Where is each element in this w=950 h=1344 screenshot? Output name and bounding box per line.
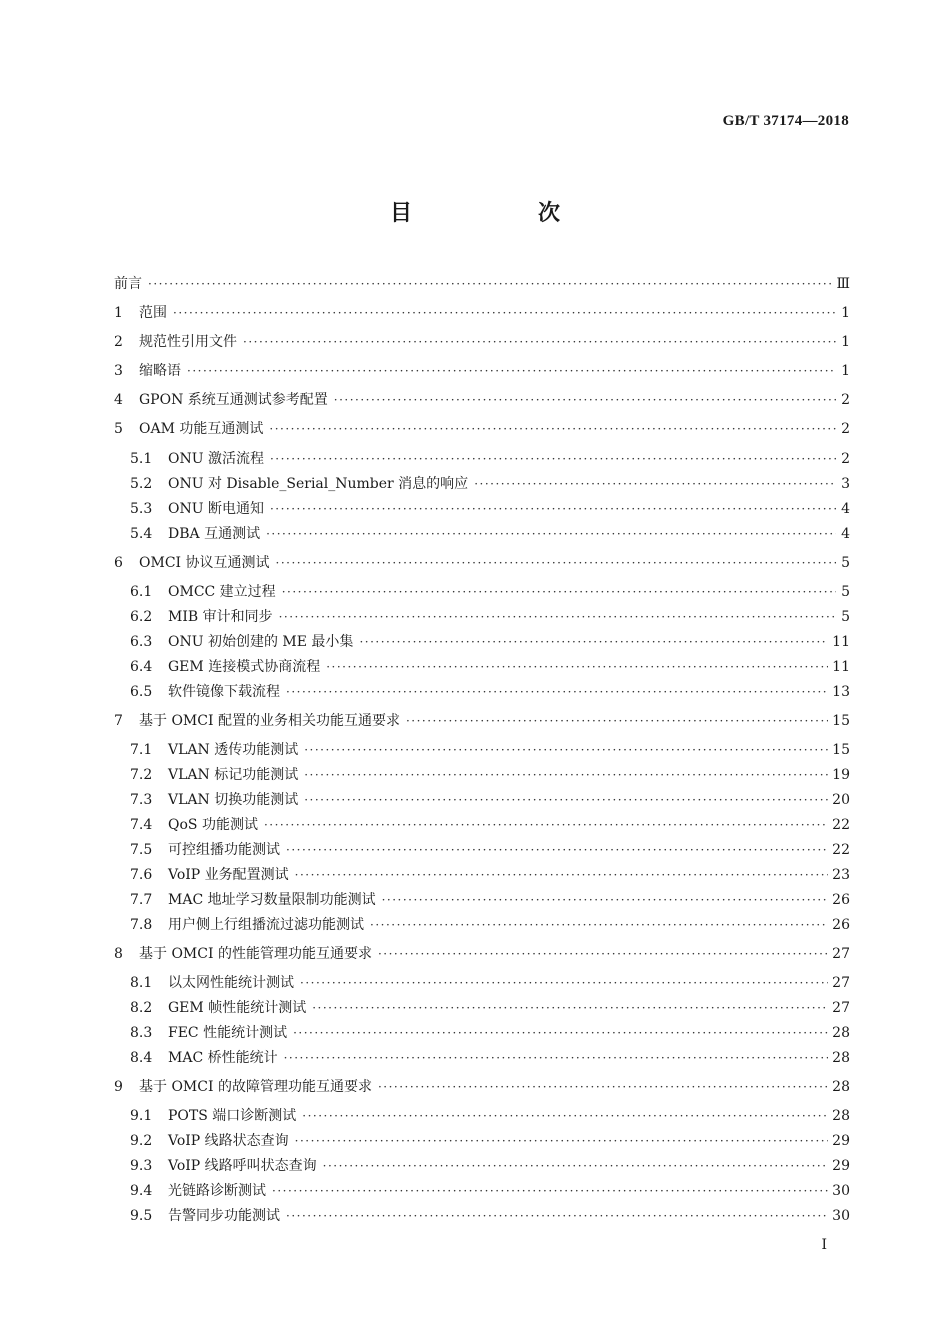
toc-entry-number: 4 xyxy=(114,392,123,408)
toc-entry[interactable] xyxy=(114,551,850,575)
toc-entry-page: 27 xyxy=(832,1000,850,1016)
toc-entry-number: 9.4 xyxy=(130,1183,153,1199)
toc-entry-page: 19 xyxy=(832,767,850,783)
dot-leader xyxy=(382,888,829,912)
toc-entry-number: 9.2 xyxy=(130,1133,153,1149)
toc-entry-page: 2 xyxy=(841,421,850,437)
toc-entry-label: 前言 xyxy=(114,276,142,292)
dot-leader xyxy=(279,605,836,629)
toc-entry-label: ONU 激活流程 xyxy=(168,451,264,467)
dot-leader xyxy=(264,813,828,837)
dot-leader xyxy=(323,1154,829,1178)
toc-entry-number: 6.2 xyxy=(130,609,153,625)
toc-entry-number: 8.4 xyxy=(130,1050,153,1066)
toc-entry-number: 6.1 xyxy=(130,584,153,600)
toc-entry-page: 4 xyxy=(841,501,850,517)
toc-entry-number: 8.1 xyxy=(130,975,153,991)
toc-entry[interactable] xyxy=(114,763,850,787)
toc-entry[interactable] xyxy=(114,1021,850,1045)
toc-entry[interactable] xyxy=(114,971,850,995)
toc-entry-page: 2 xyxy=(841,451,850,467)
toc-entry[interactable] xyxy=(114,301,850,325)
toc-entry[interactable] xyxy=(114,447,850,471)
toc-entry-label: MIB 审计和同步 xyxy=(168,609,273,625)
toc-entry-number: 9.1 xyxy=(130,1108,153,1124)
dot-leader xyxy=(148,272,832,296)
toc-entry-number: 6.5 xyxy=(130,684,153,700)
toc-entry-number: 9.3 xyxy=(130,1158,153,1174)
toc-entry-label: 基于 OMCI 的故障管理功能互通要求 xyxy=(139,1079,372,1095)
toc-entry-page: 2 xyxy=(841,392,850,408)
toc-entry[interactable] xyxy=(114,580,850,604)
toc-entry-label: 可控组播功能测试 xyxy=(168,842,280,858)
toc-entry-number: 7.4 xyxy=(130,817,153,833)
toc-entry[interactable] xyxy=(114,417,850,441)
toc-entry-label: ONU 断电通知 xyxy=(168,501,264,517)
toc-entry[interactable] xyxy=(114,788,850,812)
toc-entry-page: 26 xyxy=(832,917,850,933)
toc-entry-number: 6.4 xyxy=(130,659,153,675)
toc-entry-label: DBA 互通测试 xyxy=(168,526,261,542)
toc-entry[interactable] xyxy=(114,1179,850,1203)
dot-leader xyxy=(173,301,836,325)
toc-entry[interactable] xyxy=(114,942,850,966)
toc-entry[interactable] xyxy=(114,680,850,704)
toc-entry[interactable] xyxy=(114,497,850,521)
toc-entry-number: 9 xyxy=(114,1079,123,1095)
toc-entry-number: 7.7 xyxy=(130,892,153,908)
dot-leader xyxy=(370,913,828,937)
toc-entry[interactable] xyxy=(114,522,850,546)
toc-entry[interactable] xyxy=(114,272,850,296)
toc-entry-label: QoS 功能测试 xyxy=(168,817,258,833)
dot-leader xyxy=(312,996,828,1020)
toc-entry[interactable] xyxy=(114,813,850,837)
dot-leader xyxy=(282,580,836,604)
dot-leader xyxy=(474,472,836,496)
toc-entry-page: 4 xyxy=(841,526,850,542)
toc-entry-label: 范围 xyxy=(139,305,167,321)
toc-entry-number: 1 xyxy=(114,305,123,321)
toc-entry-page: 29 xyxy=(832,1158,850,1174)
toc-entry-page: 23 xyxy=(832,867,850,883)
dot-leader xyxy=(286,838,828,862)
toc-entry-label: 以太网性能统计测试 xyxy=(168,975,294,991)
toc-entry-label: VoIP 业务配置测试 xyxy=(168,867,289,883)
toc-entry-label: ONU 初始创建的 ME 最小集 xyxy=(168,634,354,650)
toc-entry[interactable] xyxy=(114,472,850,496)
toc-entry-number: 5.2 xyxy=(130,476,153,492)
toc-entry-number: 8.3 xyxy=(130,1025,153,1041)
dot-leader xyxy=(406,709,828,733)
toc-entry-page: 15 xyxy=(832,713,850,729)
toc-entry-label: POTS 端口诊断测试 xyxy=(168,1108,297,1124)
toc-entry[interactable] xyxy=(114,1046,850,1070)
toc-entry-label: FEC 性能统计测试 xyxy=(168,1025,288,1041)
dot-leader xyxy=(286,680,828,704)
toc-entry-page: 28 xyxy=(832,1025,850,1041)
toc-entry-label: 基于 OMCI 的性能管理功能互通要求 xyxy=(139,946,372,962)
dot-leader xyxy=(266,522,836,546)
dot-leader xyxy=(304,738,828,762)
dot-leader xyxy=(304,763,828,787)
toc-entry[interactable] xyxy=(114,1104,850,1128)
toc-entry-number: 7.2 xyxy=(130,767,153,783)
toc-entry-label: GPON 系统互通测试参考配置 xyxy=(139,392,328,408)
toc-entry-page: 15 xyxy=(832,742,850,758)
toc-entry-number: 7.8 xyxy=(130,917,153,933)
dot-leader xyxy=(286,1204,828,1228)
toc-entry-page: 27 xyxy=(832,946,850,962)
toc-entry[interactable] xyxy=(114,1154,850,1178)
dot-leader xyxy=(302,1104,828,1128)
toc-entry[interactable] xyxy=(114,709,850,733)
toc-entry-label: GEM 连接模式协商流程 xyxy=(168,659,321,675)
standard-code: GB/T 37174—2018 xyxy=(722,113,849,129)
dot-leader xyxy=(284,1046,829,1070)
toc-entry-label: 光链路诊断测试 xyxy=(168,1183,266,1199)
toc-entry[interactable] xyxy=(114,996,850,1020)
dot-leader xyxy=(270,497,836,521)
toc-entry-page: 26 xyxy=(832,892,850,908)
toc-entry-page: 28 xyxy=(832,1079,850,1095)
dot-leader xyxy=(326,655,828,679)
toc-entry-label: 缩略语 xyxy=(139,363,181,379)
toc-entry[interactable] xyxy=(114,330,850,354)
dot-leader xyxy=(300,971,828,995)
dot-leader xyxy=(276,551,836,575)
toc-entry-number: 5.4 xyxy=(130,526,153,542)
toc-entry-page: 27 xyxy=(832,975,850,991)
toc-entry-number: 3 xyxy=(114,363,123,379)
dot-leader xyxy=(293,1021,828,1045)
toc-entry-label: 告警同步功能测试 xyxy=(168,1208,280,1224)
toc-entry-number: 9.5 xyxy=(130,1208,153,1224)
toc-entry-label: ONU 对 Disable_Serial_Number 消息的响应 xyxy=(168,476,469,492)
toc-entry-label: VLAN 切换功能测试 xyxy=(168,792,299,808)
toc-entry-label: VoIP 线路状态查询 xyxy=(168,1133,289,1149)
toc-entry[interactable] xyxy=(114,863,850,887)
dot-leader xyxy=(269,417,836,441)
toc-entry-page: 11 xyxy=(832,659,850,675)
dot-leader xyxy=(378,1075,828,1099)
toc-entry-number: 7.6 xyxy=(130,867,153,883)
toc-entry-label: VLAN 标记功能测试 xyxy=(168,767,299,783)
toc-entry-page: 28 xyxy=(832,1108,850,1124)
toc-entry-number: 7.3 xyxy=(130,792,153,808)
toc-entry-label: 软件镜像下载流程 xyxy=(168,684,280,700)
toc-entry-page: 20 xyxy=(832,792,850,808)
toc-entry[interactable] xyxy=(114,1129,850,1153)
toc-entry-label: GEM 帧性能统计测试 xyxy=(168,1000,307,1016)
toc-entry-label: MAC 桥性能统计 xyxy=(168,1050,278,1066)
toc-entry-label: 基于 OMCI 配置的业务相关功能互通要求 xyxy=(139,713,400,729)
toc-entry-number: 6.3 xyxy=(130,634,153,650)
toc-entry-label: VLAN 透传功能测试 xyxy=(168,742,299,758)
toc-entry-number: 5 xyxy=(114,421,123,437)
dot-leader xyxy=(304,788,828,812)
dot-leader xyxy=(334,388,836,412)
toc-entry[interactable] xyxy=(114,655,850,679)
toc-entry-page: 1 xyxy=(841,334,850,350)
toc-entry-label: OAM 功能互通测试 xyxy=(139,421,264,437)
toc-entry-number: 8 xyxy=(114,946,123,962)
toc-entry[interactable] xyxy=(114,738,850,762)
toc-entry-page: 22 xyxy=(832,817,850,833)
toc-entry[interactable] xyxy=(114,838,850,862)
toc-entry-page: 5 xyxy=(841,584,850,600)
toc-entry-page: 28 xyxy=(832,1050,850,1066)
toc-entry-label: VoIP 线路呼叫状态查询 xyxy=(168,1158,317,1174)
dot-leader xyxy=(378,942,828,966)
toc-entry-label: 用户侧上行组播流过滤功能测试 xyxy=(168,917,364,933)
page-number: I xyxy=(821,1237,827,1253)
toc-entry-label: OMCI 协议互通测试 xyxy=(139,555,270,571)
toc-entry[interactable] xyxy=(114,1204,850,1228)
toc-entry[interactable] xyxy=(114,630,850,654)
toc-entry-page: 11 xyxy=(832,634,850,650)
toc-entry-page: Ⅲ xyxy=(836,276,850,292)
toc-entry-number: 7.5 xyxy=(130,842,153,858)
dot-leader xyxy=(243,330,836,354)
toc-entry-number: 5.1 xyxy=(130,451,153,467)
toc-entry-number: 2 xyxy=(114,334,123,350)
toc-entry[interactable] xyxy=(114,605,850,629)
toc-entry[interactable] xyxy=(114,388,850,412)
toc-entry-page: 1 xyxy=(841,363,850,379)
toc-entry-page: 30 xyxy=(832,1183,850,1199)
toc-entry-page: 29 xyxy=(832,1133,850,1149)
toc-entry[interactable] xyxy=(114,1075,850,1099)
dot-leader xyxy=(187,359,836,383)
dot-leader xyxy=(270,447,836,471)
toc-entry-label: OMCC 建立过程 xyxy=(168,584,276,600)
toc-entry-page: 3 xyxy=(841,476,850,492)
toc-entry-label: MAC 地址学习数量限制功能测试 xyxy=(168,892,376,908)
toc-entry[interactable] xyxy=(114,913,850,937)
toc-entry-page: 1 xyxy=(841,305,850,321)
toc-entry-page: 5 xyxy=(841,555,850,571)
dot-leader xyxy=(295,863,829,887)
toc-title: 目 次 xyxy=(389,200,612,226)
toc-entry[interactable] xyxy=(114,359,850,383)
toc-entry-number: 7.1 xyxy=(130,742,153,758)
toc-entry-number: 6 xyxy=(114,555,123,571)
toc-entry-page: 13 xyxy=(832,684,850,700)
toc-entry-page: 22 xyxy=(832,842,850,858)
dot-leader xyxy=(295,1129,829,1153)
toc-entry-number: 8.2 xyxy=(130,1000,153,1016)
dot-leader xyxy=(272,1179,828,1203)
toc-entry-page: 5 xyxy=(841,609,850,625)
toc-entry-page: 30 xyxy=(832,1208,850,1224)
toc-entry[interactable] xyxy=(114,888,850,912)
toc-entry-number: 7 xyxy=(114,713,123,729)
toc-entry-label: 规范性引用文件 xyxy=(139,334,237,350)
dot-leader xyxy=(359,630,828,654)
toc-entry-number: 5.3 xyxy=(130,501,153,517)
